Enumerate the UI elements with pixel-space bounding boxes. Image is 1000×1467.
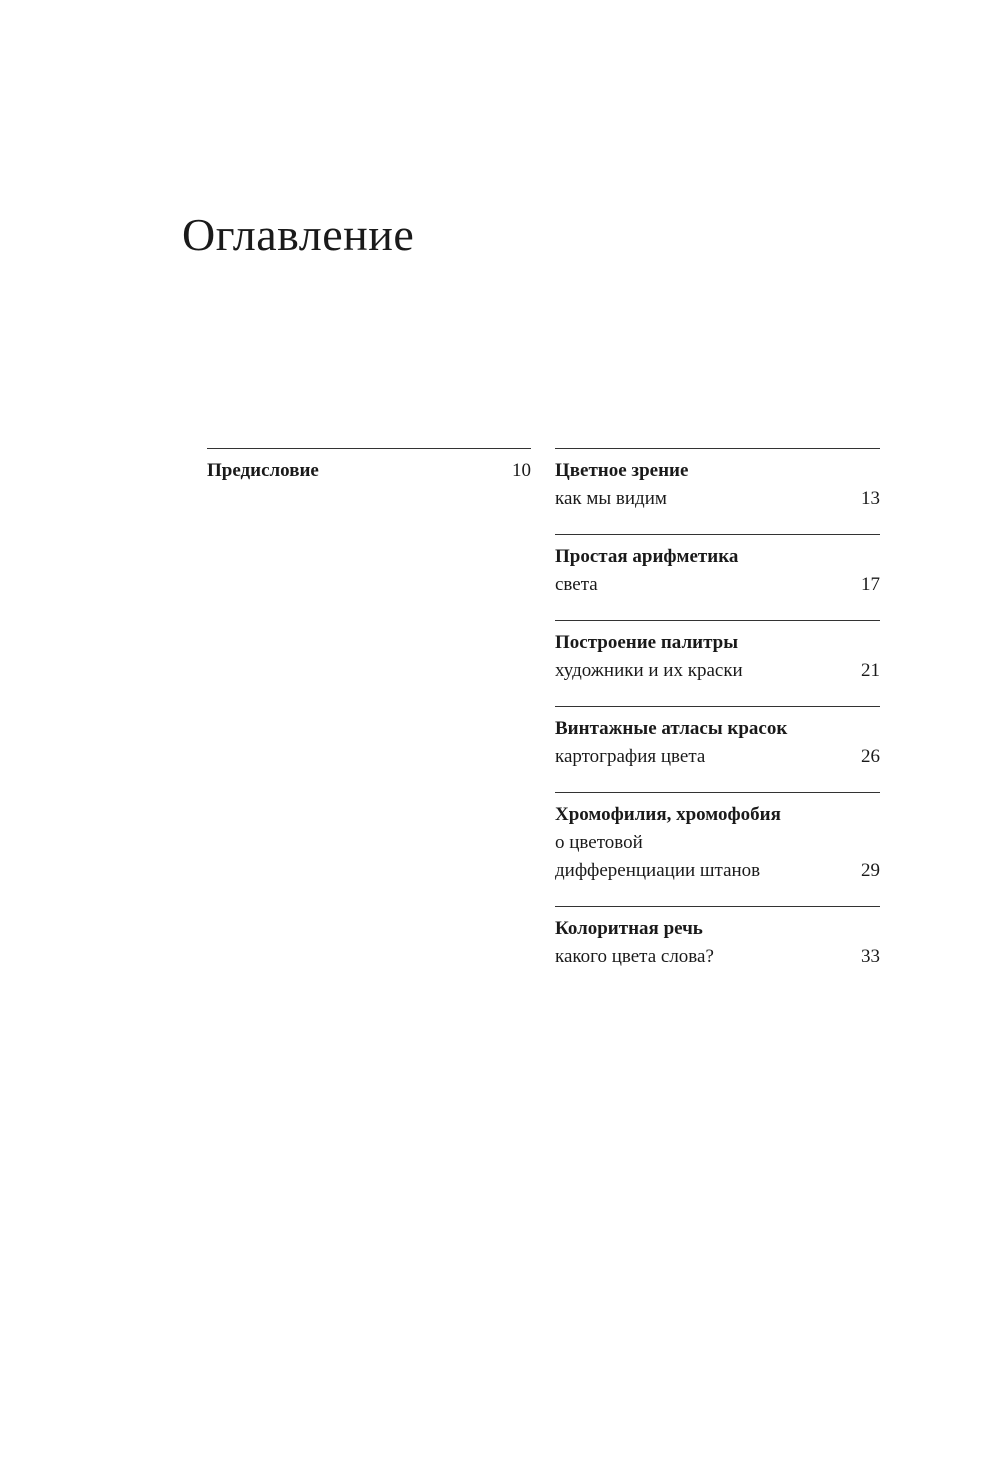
toc-entry-line	[555, 857, 880, 885]
toc-page-number: 17	[861, 574, 880, 595]
toc-entry-vintage-atlases[interactable]	[555, 706, 880, 792]
toc-entry-line	[555, 457, 880, 485]
toc-entry-title: Построение палитры	[555, 632, 739, 653]
toc-entry-line	[555, 743, 880, 771]
toc-entry-colorful-speech[interactable]	[555, 906, 880, 992]
toc-entry-line	[555, 801, 880, 829]
toc-page-number: 26	[861, 746, 880, 767]
toc-entry-building-palette[interactable]	[555, 620, 880, 706]
toc-page-number: 21	[861, 660, 880, 681]
toc-right-column	[555, 448, 880, 992]
toc-entry-preface[interactable]	[207, 448, 531, 506]
toc-entry-subtitle: художники и их краски	[555, 660, 743, 681]
toc-entry-subtitle: о цветовой	[555, 832, 643, 853]
toc-entry-line	[555, 715, 880, 743]
toc-entry-line	[207, 457, 531, 485]
toc-entry-line	[555, 571, 880, 599]
toc-entry-title: Колоритная речь	[555, 918, 703, 939]
toc-entry-line	[555, 485, 880, 513]
toc-entry-line	[555, 829, 880, 857]
toc-entry-title: Предисловие	[207, 460, 319, 481]
toc-entry-line	[555, 943, 880, 971]
toc-entry-simple-arithmetic[interactable]	[555, 534, 880, 620]
toc-entry-line	[555, 657, 880, 685]
page-title: Оглавление	[182, 209, 415, 260]
toc-entry-subtitle: какого цвета слова?	[555, 946, 714, 967]
toc-entry-title: Цветное зрение	[555, 460, 689, 481]
toc-page-number: 29	[861, 860, 880, 881]
toc-entry-line	[555, 543, 880, 571]
toc-entry-line	[555, 629, 880, 657]
toc-page-number: 13	[861, 488, 880, 509]
toc-entry-subtitle: картография цвета	[555, 746, 706, 767]
toc-entry-subtitle: как мы видим	[555, 488, 667, 509]
toc-entry-title: Винтажные атласы красок	[555, 718, 788, 739]
toc-entry-line	[555, 915, 880, 943]
toc-entry-chromophilia[interactable]	[555, 792, 880, 906]
toc-left-column	[207, 448, 531, 506]
toc-entry-title: Простая арифметика	[555, 546, 739, 567]
toc-entry-subtitle: света	[555, 574, 598, 595]
toc-page-number: 10	[512, 460, 531, 481]
toc-page-number: 33	[861, 946, 880, 967]
toc-entry-title: Хромофилия, хромофобия	[555, 804, 781, 825]
toc-entry-subtitle: дифференциации штанов	[555, 860, 761, 881]
toc-entry-color-vision[interactable]	[555, 448, 880, 534]
